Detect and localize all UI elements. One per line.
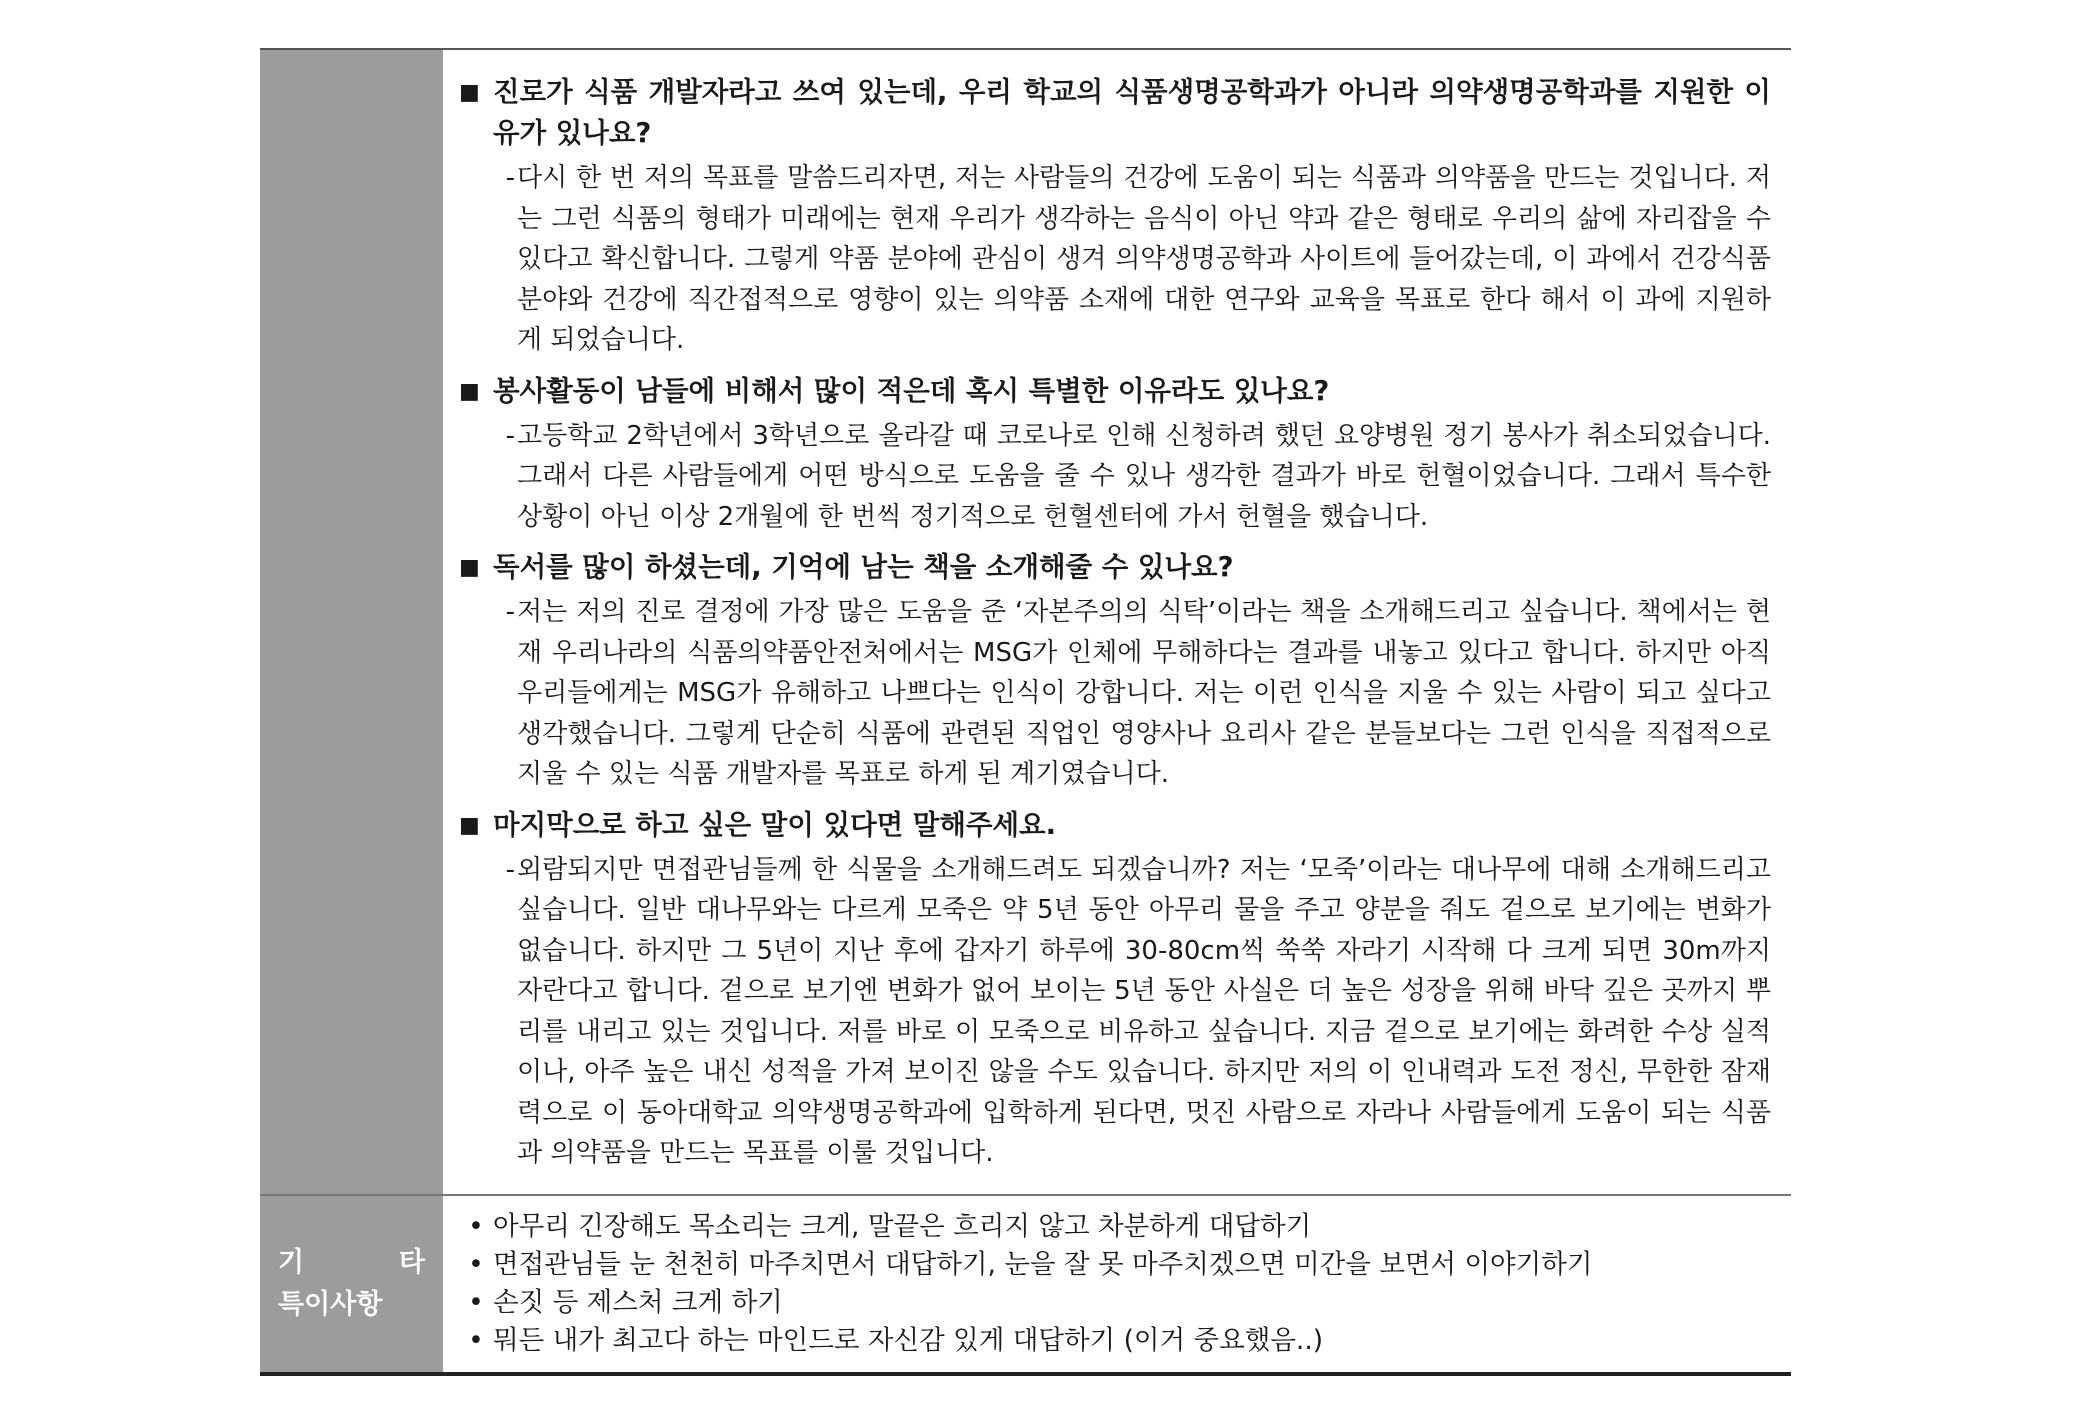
question-text: 마지막으로 하고 싶은 말이 있다면 말해주세요.	[493, 808, 1057, 841]
question-1	[459, 72, 1771, 154]
dash-marker: -	[505, 163, 515, 193]
answer-text: 외람되지만 면접관님들께 한 식물을 소개해드려도 되겠습니까? 저는 ‘모죽’이라는 대나무에 대해 소개해드리고 싶습니다. 일반 대나무와는 다르게 모죽은 약 5년 동안 아무리 물을 주고 양분을 줘도 겉으로 보기에는 변화가 없습니다. 하지만 그 5년이 지난 후에 갑자기 하루에 30-80cm씩 쑥쑥 자라기 시작해 다 크게 되면 30m까지 자란다고 합니다. 겉으로 보기엔 변화가 없어 보이는 5년 동안 사실은 더 높은 성장을 위해 바닥 깊은 곳까지 뿌리를 내리고 있는 것입니다. 저를 바로 이 모죽으로 비유하고 싶습니다. 지금 겉으로 보기에는 화려한 수상 실적이나, 아주 높은 내신 성적을 가져 보이진 않을 수도 있습니다. 하지만 저의 이 인내력과 도전 정신, 무한한 잠재력으로 이 동아대학교 의약생명공학과에 입학하게 된다면, 멋진 사람으로 자라나 사람들에게 도움이 되는 식품과 의약품을 만드는 목표를 이룰 것입니다.	[517, 854, 1771, 1168]
note-item	[459, 1208, 1771, 1246]
answer-4	[459, 850, 1771, 1174]
question-text: 독서를 많이 하셨는데, 기억에 남는 책을 소개해줄 수 있나요?	[493, 551, 1234, 583]
side-column-blank	[260, 50, 443, 1194]
label-line-1: 기 타	[278, 1246, 425, 1278]
interview-table	[260, 48, 1791, 1376]
note-item	[459, 1246, 1771, 1284]
note-text: 뭐든 내가 최고다 하는 마인드로 자신감 있게 대답하기 (이거 중요했음..)	[493, 1324, 1324, 1356]
dash-marker: -	[505, 597, 515, 627]
bullet-icon: •	[468, 1324, 484, 1356]
question-2	[459, 371, 1771, 412]
answer-text: 고등학교 2학년에서 3학년으로 올라갈 때 코로나로 인해 신청하려 했던 요양병원 정기 봉사가 취소되었습니다. 그래서 다른 사람들에게 어떤 방식으로 도움을 줄 수 있나 생각한 결과가 바로 헌혈이었습니다. 그래서 특수한 상황이 아닌 이상 2개월에 한 번씩 정기적으로 헌혈센터에 가서 헌혈을 했습니다.	[517, 420, 1771, 532]
question-4	[459, 805, 1771, 846]
qa-content	[443, 50, 1791, 1194]
dash-marker: -	[505, 420, 515, 451]
answer-3	[459, 592, 1771, 795]
question-text: 봉사활동이 남들에 비해서 많이 적은데 혹시 특별한 이유라도 있나요?	[493, 374, 1330, 407]
note-item	[459, 1284, 1771, 1322]
square-marker-icon: ■	[459, 378, 480, 404]
label-line-2: 특이사항	[278, 1288, 383, 1320]
note-text: 면접관님들 눈 천천히 마주치면서 대답하기, 눈을 잘 못 마주치겠으면 미간을 보면서 이야기하기	[493, 1248, 1593, 1280]
answer-text: 저는 저의 진로 결정에 가장 많은 도움을 준 ‘자본주의의 식탁’이라는 책을 소개해드리고 싶습니다. 책에서는 현재 우리나라의 식품의약품안전처에서는 MSG가 인체에 무해하다는 결과를 내놓고 있다고 합니다. 하지만 아직 우리들에게는 MSG가 유해하고 나쁘다는 인식이 강합니다. 저는 이런 인식을 지울 수 있는 사람이 되고 싶다고 생각했습니다. 그렇게 단순히 식품에 관련된 직업인 영양사나 요리사 같은 분들보다는 그런 인식을 직접적으로 지울 수 있는 식품 개발자를 목표로 하게 된 계기였습니다.	[517, 597, 1771, 789]
question-3	[459, 547, 1771, 588]
question-text: 진로가 식품 개발자라고 쓰여 있는데, 우리 학교의 식품생명공학과가 아니라 의약생명공학과를 지원한 이유가 있나요?	[493, 76, 1771, 149]
qa-row	[260, 50, 1791, 1194]
bullet-icon: •	[468, 1286, 484, 1318]
other-notes-content	[443, 1196, 1791, 1372]
square-marker-icon: ■	[459, 812, 480, 838]
answer-1	[459, 158, 1771, 361]
answer-2	[459, 416, 1771, 538]
note-item	[459, 1322, 1771, 1360]
answer-text: 다시 한 번 저의 목표를 말씀드리자면, 저는 사람들의 건강에 도움이 되는 식품과 의약품을 만드는 것입니다. 저는 그런 식품의 형태가 미래에는 현재 우리가 생각하는 음식이 아닌 약과 같은 형태로 우리의 삶에 자리잡을 수 있다고 확신합니다. 그렇게 약품 분야에 관심이 생겨 의약생명공학과 사이트에 들어갔는데, 이 과에서 건강식품 분야와 건강에 직간접적으로 영향이 있는 의약품 소재에 대한 연구와 교육을 목표로 한다 해서 이 과에 지원하게 되었습니다.	[517, 163, 1771, 355]
bullet-icon: •	[468, 1210, 484, 1242]
square-marker-icon: ■	[459, 555, 480, 580]
note-text: 손짓 등 제스처 크게 하기	[493, 1286, 783, 1318]
other-notes-label	[260, 1196, 443, 1372]
dash-marker: -	[505, 854, 515, 885]
square-marker-icon: ■	[459, 80, 480, 105]
other-notes-row	[260, 1194, 1791, 1372]
bullet-icon: •	[468, 1248, 484, 1280]
note-text: 아무리 긴장해도 목소리는 크게, 말끝은 흐리지 않고 차분하게 대답하기	[493, 1210, 1312, 1242]
